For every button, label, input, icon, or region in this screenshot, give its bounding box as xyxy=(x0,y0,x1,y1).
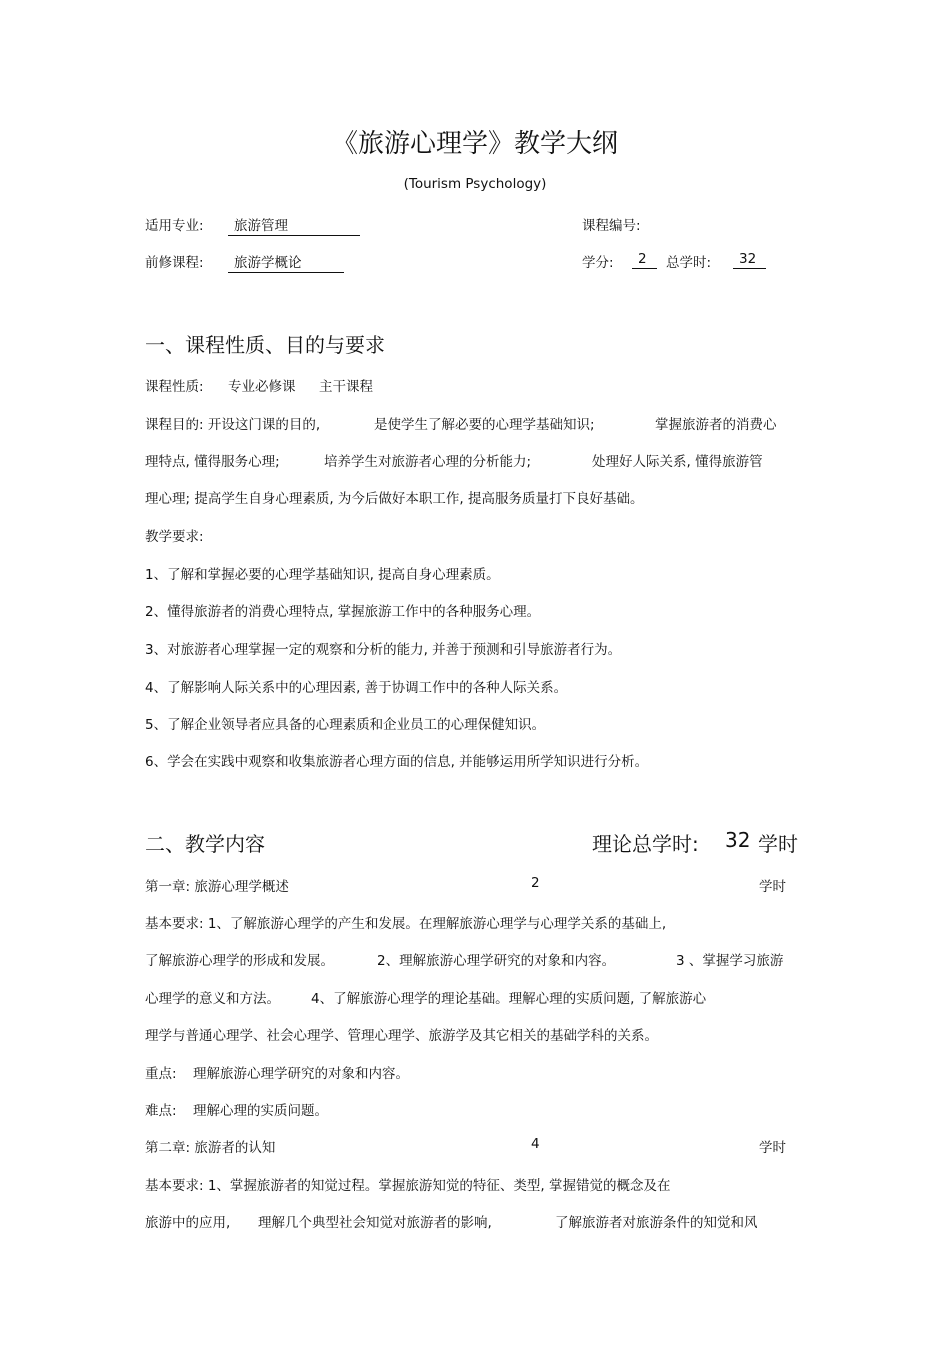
purpose-line1b: 是使学生了解必要的心理学基础知识; xyxy=(374,417,595,433)
requirement-item: 2、懂得旅游者的消费心理特点, 掌握旅游工作中的各种服务心理。 xyxy=(145,604,541,620)
requirement-item: 5、了解企业领导者应具备的心理素质和企业员工的心理保健知识。 xyxy=(145,717,546,733)
section1-heading: 一、课程性质、目的与要求 xyxy=(145,333,385,357)
course-nature-value2: 主干课程 xyxy=(319,379,373,395)
chapter1-difficulty-label: 难点: xyxy=(145,1103,177,1119)
chapter1-req-line3b: 4、了解旅游心理学的理论基础。理解心理的实质问题, 了解旅游心 xyxy=(311,991,707,1007)
course-nature-value1: 专业必修课 xyxy=(228,379,296,395)
requirement-item: 4、了解影响人际关系中的心理因素, 善于协调工作中的各种人际关系。 xyxy=(145,680,568,696)
chapter1-difficulty-value: 理解心理的实质问题。 xyxy=(193,1103,328,1119)
chapter1-req-line4: 理学与普通心理学、社会心理学、管理心理学、旅游学及其它相关的基础学科的关系。 xyxy=(145,1028,658,1044)
total-hours-label: 总学时: xyxy=(666,255,712,271)
credit-label: 学分: xyxy=(582,255,614,271)
chapter1-req-line2c: 3 、掌握学习旅游 xyxy=(676,953,784,969)
total-theory-hours-label: 理论总学时: xyxy=(592,832,699,856)
chapter2-hours-unit: 学时 xyxy=(759,1140,786,1156)
chapter1-req-line3a: 心理学的意义和方法。 xyxy=(145,991,280,1007)
purpose-line1a: 课程目的: 开设这门课的目的, xyxy=(145,417,321,433)
chapter2-req-line2c: 了解旅游者对旅游条件的知觉和风 xyxy=(555,1215,758,1231)
chapter1-req-line1: 基本要求: 1、了解旅游心理学的产生和发展。在理解旅游心理学与心理学关系的基础上, xyxy=(145,916,667,932)
chapter1-hours-unit: 学时 xyxy=(759,879,786,895)
total-hours-value: 32 xyxy=(733,251,766,269)
chapter1-key-label: 重点: xyxy=(145,1066,177,1082)
course-code-label: 课程编号: xyxy=(582,218,641,234)
major-value: 旅游管理 xyxy=(228,214,360,236)
course-nature-label: 课程性质: xyxy=(145,379,204,395)
chapter2-req-line2b: 理解几个典型社会知觉对旅游者的影响, xyxy=(258,1215,492,1231)
total-theory-hours-unit: 学时 xyxy=(758,832,798,856)
section2-heading: 二、教学内容 xyxy=(145,832,265,856)
credit-value: 2 xyxy=(632,251,657,269)
chapter1-req-line2a: 了解旅游心理学的形成和发展。 xyxy=(145,953,334,969)
chapter2-title: 第二章: 旅游者的认知 xyxy=(145,1140,276,1156)
prereq-label: 前修课程: xyxy=(145,255,204,271)
requirement-item: 3、对旅游者心理掌握一定的观察和分析的能力, 并善于预测和引导旅游者行为。 xyxy=(145,642,622,658)
purpose-line3: 理心理; 提高学生自身心理素质, 为今后做好本职工作, 提高服务质量打下良好基础。 xyxy=(145,491,644,507)
total-theory-hours-value: 32 xyxy=(725,828,751,852)
chapter2-hours: 4 xyxy=(531,1136,540,1152)
requirement-item: 1、了解和掌握必要的心理学基础知识, 提高自身心理素质。 xyxy=(145,567,500,583)
major-label: 适用专业: xyxy=(145,218,204,234)
chapter1-hours: 2 xyxy=(531,875,540,891)
purpose-line2b: 培养学生对旅游者心理的分析能力; xyxy=(324,454,532,470)
prereq-value: 旅游学概论 xyxy=(228,251,344,273)
purpose-line2a: 理特点, 懂得服务心理; xyxy=(145,454,280,470)
purpose-line2c: 处理好人际关系, 懂得旅游管 xyxy=(592,454,763,470)
document-subtitle: (Tourism Psychology) xyxy=(403,176,547,192)
requirements-label: 教学要求: xyxy=(145,529,204,545)
chapter1-title: 第一章: 旅游心理学概述 xyxy=(145,879,289,895)
chapter2-req-line1: 基本要求: 1、掌握旅游者的知觉过程。掌握旅游知觉的特征、类型, 掌握错觉的概念及在 xyxy=(145,1178,671,1194)
requirement-item: 6、学会在实践中观察和收集旅游者心理方面的信息, 并能够运用所学知识进行分析。 xyxy=(145,754,649,770)
chapter1-req-line2b: 2、理解旅游心理学研究的对象和内容。 xyxy=(377,953,616,969)
document-title: 《旅游心理学》教学大纲 xyxy=(331,129,618,159)
purpose-line1c: 掌握旅游者的消费心 xyxy=(655,417,777,433)
chapter2-req-line2a: 旅游中的应用, xyxy=(145,1215,231,1231)
chapter1-key-value: 理解旅游心理学研究的对象和内容。 xyxy=(193,1066,409,1082)
